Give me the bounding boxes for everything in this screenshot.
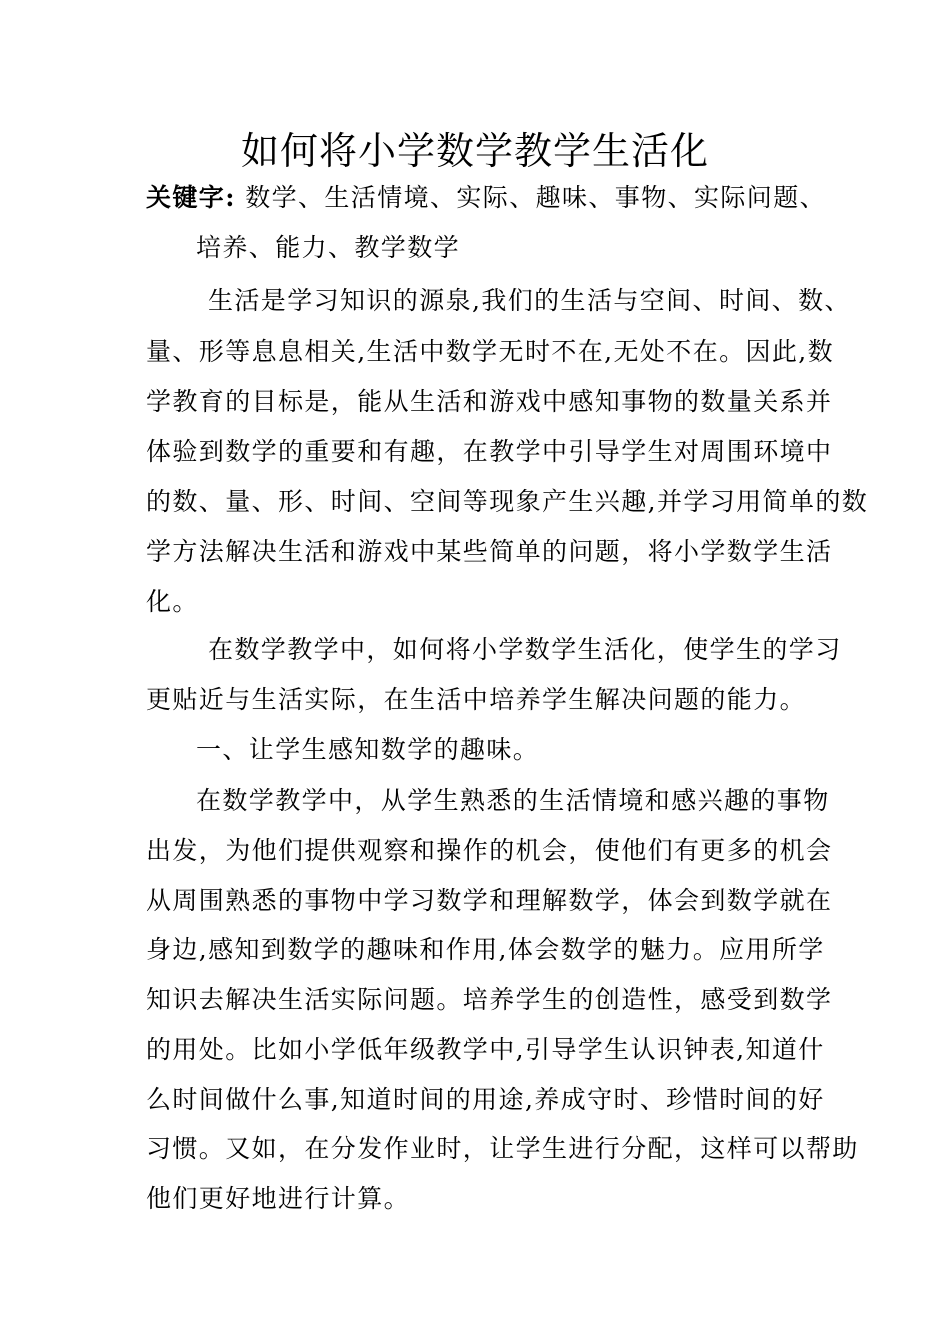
keywords-label: 关键字: xyxy=(146,183,236,212)
paragraph-line: 知识去解决生活实际问题。培养学生的创造性，感受到数学 xyxy=(146,985,833,1014)
paragraph-line: 习惯。又如，在分发作业时，让学生进行分配，这样可以帮助 xyxy=(146,1134,859,1163)
keywords-line xyxy=(146,180,826,216)
keywords-continuation: 培养、能力、教学数学 xyxy=(196,233,461,262)
paragraph-line: 的数、量、形、时间、空间等现象产生兴趣,并学习用简单的数 xyxy=(146,487,869,516)
paragraph-line: 的用处。比如小学低年级教学中,引导学生认识钟表,知道什 xyxy=(146,1035,825,1064)
paragraph-line: 出发，为他们提供观察和操作的机会，使他们有更多的机会 xyxy=(146,836,833,865)
paragraph-line: 在数学教学中，如何将小学数学生活化，使学生的学习 xyxy=(208,635,842,664)
paragraph-line: 体验到数学的重要和有趣，在教学中引导学生对周围环境中 xyxy=(146,437,833,466)
document-title: 如何将小学数学教学生活化 xyxy=(240,129,709,173)
section-heading: 一、让学生感知数学的趣味。 xyxy=(196,735,540,764)
paragraph-line: 学方法解决生活和游戏中某些简单的问题，将小学数学生活 xyxy=(146,537,833,566)
keywords-text: 数学、生活情境、实际、趣味、事物、实际问题、 xyxy=(235,183,826,212)
paragraph-line: 么时间做什么事,知道时间的用途,养成守时、珍惜时间的好 xyxy=(146,1085,825,1114)
paragraph-line: 从周围熟悉的事物中学习数学和理解数学，体会到数学就在 xyxy=(146,886,833,915)
paragraph-line: 他们更好地进行计算。 xyxy=(146,1184,411,1213)
paragraph-line: 生活是学习知识的源泉,我们的生活与空间、时间、数、 xyxy=(208,286,851,315)
paragraph-line: 学教育的目标是，能从生活和游戏中感知事物的数量关系并 xyxy=(146,387,833,416)
paragraph-line: 量、形等息息相关,生活中数学无时不在,无处不在。因此,数 xyxy=(146,337,835,366)
paragraph-line: 化。 xyxy=(146,587,199,616)
paragraph-line: 在数学教学中，从学生熟悉的生活情境和感兴趣的事物 xyxy=(196,786,830,815)
paragraph-line: 身边,感知到数学的趣味和作用,体会数学的魅力。应用所学 xyxy=(146,935,825,964)
paragraph-line: 更贴近与生活实际，在生活中培养学生解决问题的能力。 xyxy=(146,685,807,714)
